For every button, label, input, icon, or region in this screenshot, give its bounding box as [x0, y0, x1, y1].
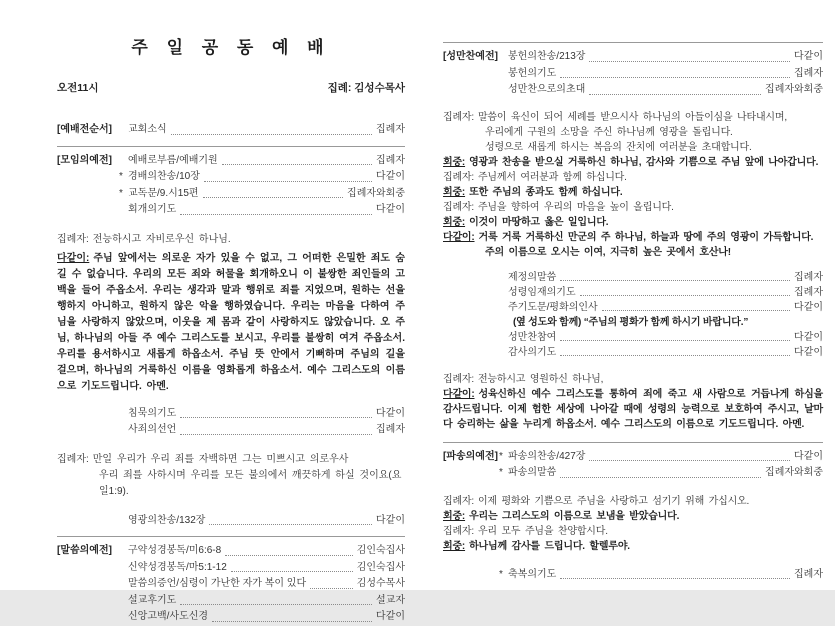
dotted-leader	[225, 555, 352, 556]
program-performer: 집례자와회중	[347, 187, 405, 199]
star-mark: *	[499, 568, 503, 580]
speech-line: 우리에게 구원의 소망을 주신 하나님께 영광을 돌립니다.	[485, 126, 733, 138]
program-row-offering-prayer	[443, 66, 823, 83]
program-item: 예배로부름/예배기원	[128, 154, 218, 166]
program-item: 성만찬참여	[508, 331, 557, 343]
celebrant-speech	[57, 232, 405, 248]
program-performer: 집례자	[794, 67, 823, 79]
speech-text: 하나님께 감사를 드립니다. 할렐루야.	[469, 540, 630, 552]
program-item: 신약성경봉독/마5:1-12	[128, 561, 227, 573]
speech-text: 성육신하신 예수 그리스도를 통하여 죄에 죽고 새 사람으로 거듭나게 하심을 감사드립니다. 이제 험한 세상에 나아갈 때에 성령의 능력으로 보호하여 주시고, 날마다 승리하는 삶을 누리게 하옵소서. 예수 그리스도의 이름으로 기도드립니다. 아멘.	[443, 388, 823, 430]
section-divider	[443, 442, 823, 443]
speech-line: 만일 우리가 우리 죄를 자백하면 그는 미쁘시고 의로우사	[92, 453, 349, 465]
speech-line: 주의 이름으로 오시는 이여, 지극히 높은 곳에서 호산나!	[485, 246, 731, 258]
speech-text: 주님 앞에서는 의로운 자가 있을 수 없고, 그 어떠한 은밀한 죄도 숨길 수 없습니다. 우리의 모든 죄와 허물을 회개하오니 이 불쌍한 죄인들의 고백을 들어 주옵소서. 우리는 생각과 말과 행위로 죄를 지었으며, 원하는 선을 행하지 아니하고, 원하지 않은 악을 행하였습니다. 우리는 마음을 다하여 주님을 사랑하지 않았으며, 이웃을 제 몸과 같이 사랑하지도 않았습니다. 오 주님, 하나님의 아들 주 예수 그리스도를 보시고, 우리를 불쌍히 여겨 주옵소서. 우리를 용서하시고 새롭게 하옵소서. 주님 뜻 안에서 기뻐하며 주님의 길을 걸으며, 하나님의 거룩하신 이름을 영화롭게 하옵소서. 예수 그리스도의 이름으로 기도드립니다. 아멘.	[57, 252, 405, 392]
dotted-leader	[231, 571, 353, 572]
program-item: 경배의찬송/10장	[128, 171, 200, 182]
program-performer: 다같이	[794, 301, 823, 313]
speech-line: 우리 죄를 사하시며 우리를 모든 불의에서 깨끗하게 하실 것이요(요일1:9).	[99, 469, 402, 497]
program-row-creed	[57, 609, 405, 626]
program-item: 봉헌의찬송/213장	[508, 51, 586, 62]
program-row-repentance-prayer	[57, 202, 405, 219]
speaker-label: 다같이:	[57, 252, 90, 264]
section-label-sending: [파송의예전]	[443, 450, 498, 462]
dotted-leader	[560, 340, 790, 341]
program-item: 신앙고백/사도신경	[128, 611, 209, 622]
congregation-response	[443, 185, 823, 200]
section-divider	[57, 536, 405, 537]
program-performer: 집례자	[794, 568, 823, 580]
dotted-leader	[310, 588, 353, 589]
service-time: 오전11시	[57, 82, 99, 94]
program-row-gloria	[57, 513, 405, 530]
speech-text: 우리는 그리스도의 이름으로 보냄을 받았습니다.	[469, 510, 680, 522]
congregation-response	[443, 509, 823, 524]
speaker-label: 집례자:	[443, 373, 474, 385]
program-item: 주기도문/평화의인사	[508, 301, 598, 313]
program-row-nt-reading	[57, 560, 405, 577]
dotted-leader	[180, 417, 372, 418]
congregation-response	[443, 215, 823, 230]
dotted-leader	[180, 214, 372, 215]
officiant-name: 집례: 김성수목사	[327, 82, 405, 94]
celebrant-speech	[443, 372, 823, 387]
program-item: 구약성경봉독/미6:6-8	[128, 545, 222, 556]
program-row-sending-hymn	[443, 449, 823, 466]
program-row-silent-prayer	[57, 406, 405, 423]
program-performer: 다같이	[376, 514, 405, 526]
program-row-lords-prayer	[443, 300, 823, 315]
program-performer: 다같이	[794, 450, 823, 462]
celebrant-speech	[443, 170, 823, 185]
program-row-ot-reading	[57, 543, 405, 560]
program-item: 설교후기도	[128, 594, 177, 606]
program-performer: 집례자	[376, 154, 405, 166]
dotted-leader	[212, 621, 372, 622]
program-item: 제정의말씀	[508, 271, 557, 283]
right-column	[443, 0, 823, 583]
program-item: 성령임재의기도	[508, 286, 576, 298]
speaker-label: 집례자:	[443, 495, 474, 507]
program-row-church-news	[57, 122, 405, 139]
program-row-praise-hymn	[57, 169, 405, 186]
program-performer: 집례자와회중	[765, 467, 823, 478]
celebrant-speech	[443, 200, 823, 215]
program-item: 사죄의선언	[128, 424, 177, 435]
dotted-leader	[589, 460, 790, 461]
program-performer: 김성수목사	[356, 578, 405, 589]
speech-text: 이제 평화와 기쁨으로 주님을 사랑하고 섬기기 위해 가십시오.	[477, 495, 750, 507]
dotted-leader	[589, 61, 790, 62]
speech-line: 성령으로 새롭게 하시는 복음의 잔치에 여러분을 초대합니다.	[485, 141, 752, 153]
speech-text: 영광과 찬송을 받으실 거룩하신 하나님, 감사와 기쁨으로 주님 앞에 나아갑니다.	[469, 156, 819, 168]
dotted-leader	[580, 295, 790, 296]
header-meta	[57, 80, 405, 95]
speech-text: 전능하시고 영원하신 하나님,	[477, 373, 604, 385]
dotted-leader	[203, 197, 343, 198]
celebrant-speech	[443, 494, 823, 509]
program-item: 침묵의기도	[128, 407, 177, 419]
dotted-leader	[180, 604, 372, 605]
dotted-leader	[560, 355, 790, 356]
program-item: 성만찬으로의초대	[508, 84, 586, 95]
program-performer: 집례자	[376, 424, 405, 435]
speech-text: 이것이 마땅하고 옳은 일입니다.	[469, 216, 609, 228]
star-mark: *	[119, 187, 123, 199]
page-title: 주 일 공 동 예 배	[131, 38, 331, 57]
speaker-label: 회중:	[443, 510, 466, 522]
program-row-sermon	[57, 576, 405, 593]
speaker-label: 집례자:	[443, 201, 474, 213]
program-row-responsive-reading	[57, 186, 405, 203]
program-performer: 김인숙집사	[356, 561, 405, 573]
speaker-label: 회중:	[443, 156, 466, 168]
dotted-leader	[602, 310, 790, 311]
program-row-benediction	[443, 567, 823, 584]
section-label-gathering: [모임의예전]	[57, 154, 112, 166]
peace-greeting-note: (옆 성도와 함께) “주님의 평화가 함께 하시기 바랍니다.”	[513, 316, 749, 328]
section-label-word: [말씀의예전]	[57, 545, 112, 556]
speech-text: 우리 모두 주님을 찬양합시다.	[477, 525, 608, 537]
celebrant-speech	[443, 524, 823, 539]
section-divider	[57, 146, 405, 147]
program-row-absolution	[57, 422, 405, 439]
program-item: 교회소식	[128, 124, 167, 135]
program-row-epiclesis	[443, 285, 823, 300]
program-row-call-to-worship	[57, 153, 405, 170]
speaker-label: 회중:	[443, 216, 466, 228]
dotted-leader	[180, 434, 372, 435]
program-item: 교독문/9.시15편	[128, 187, 199, 199]
celebrant-speech	[443, 110, 823, 155]
speaker-label: 다같이:	[443, 231, 475, 243]
sanctus	[443, 230, 823, 260]
section-label-pre-service: [예배전순서]	[57, 124, 112, 135]
dotted-leader	[589, 94, 761, 95]
program-row-invitation	[443, 82, 823, 99]
program-item: 감사의기도	[508, 346, 557, 358]
congregation-response	[443, 539, 823, 554]
speech-text: 전능하시고 자비로우신 하나님.	[92, 233, 231, 245]
program-item: 파송의말씀	[508, 467, 557, 478]
speaker-label: 집례자:	[443, 525, 474, 537]
speaker-label: 집례자:	[57, 453, 89, 465]
star-mark: *	[499, 467, 503, 478]
dotted-leader	[171, 134, 372, 135]
celebrant-speech-absolution	[57, 452, 405, 500]
dotted-leader	[560, 77, 790, 78]
program-item: 영광의찬송/132장	[128, 514, 206, 526]
program-performer: 김인숙집사	[356, 545, 405, 556]
speaker-label: 집례자:	[57, 233, 89, 245]
program-row-communion	[443, 330, 823, 345]
congregation-prayer	[443, 387, 823, 432]
star-mark: *	[119, 171, 123, 182]
program-item: 말씀의증언/심령이 가난한 자가 복이 있다	[128, 578, 307, 589]
program-performer: 설교자	[376, 594, 405, 606]
program-item: 축복의기도	[508, 568, 557, 580]
speaker-label: 집례자:	[443, 171, 474, 183]
program-performer: 다같이	[794, 346, 823, 358]
program-row-sending-word	[443, 465, 823, 482]
speech-line: 거룩 거룩 거룩하신 만군의 주 하나님, 하늘과 땅에 주의 영광이 가득합니다.	[478, 231, 814, 243]
speech-text: 또한 주님의 종과도 함께 하십니다.	[469, 186, 623, 198]
dotted-leader	[560, 280, 790, 281]
program-performer: 다같이	[376, 204, 405, 215]
program-performer: 집례자	[794, 271, 823, 283]
speaker-label: 집례자:	[443, 111, 474, 123]
star-mark: *	[499, 450, 503, 462]
program-performer: 다같이	[794, 51, 823, 62]
dotted-leader	[222, 164, 372, 165]
program-performer: 다같이	[794, 331, 823, 343]
program-item: 봉헌의기도	[508, 67, 557, 79]
program-item: 회개의기도	[128, 204, 177, 215]
speaker-label: 회중:	[443, 540, 466, 552]
speaker-label: 회중:	[443, 186, 466, 198]
section-label-eucharist: [성만찬예전]	[443, 51, 498, 62]
program-performer: 다같이	[376, 611, 405, 622]
dotted-leader	[204, 181, 372, 182]
section-divider	[443, 42, 823, 43]
program-row-offering-hymn	[443, 49, 823, 66]
left-column	[57, 0, 405, 626]
speaker-label: 다같이:	[443, 388, 475, 400]
program-row-thanksgiving	[443, 345, 823, 360]
dotted-leader	[209, 524, 372, 525]
program-performer: 집례자와회중	[765, 84, 823, 95]
congregation-prayer	[57, 251, 405, 395]
program-performer: 집례자	[794, 286, 823, 298]
program-row-post-sermon-prayer	[57, 593, 405, 610]
speech-text: 주님을 향하여 우리의 마음을 높이 올립니다.	[477, 201, 674, 213]
congregation-response	[443, 155, 823, 170]
program-row-institution	[443, 270, 823, 285]
program-performer: 다같이	[376, 407, 405, 419]
program-performer: 다같이	[376, 171, 405, 182]
dotted-leader	[560, 477, 761, 478]
speech-line: 말씀이 육신이 되어 세례를 받으시사 하나님의 아들이심을 나타내시며,	[477, 111, 787, 123]
program-performer: 집례자	[376, 124, 405, 135]
dotted-leader	[560, 578, 790, 579]
program-item: 파송의찬송/427장	[508, 450, 586, 462]
speech-text: 주님께서 여러분과 함께 하십니다.	[477, 171, 627, 183]
